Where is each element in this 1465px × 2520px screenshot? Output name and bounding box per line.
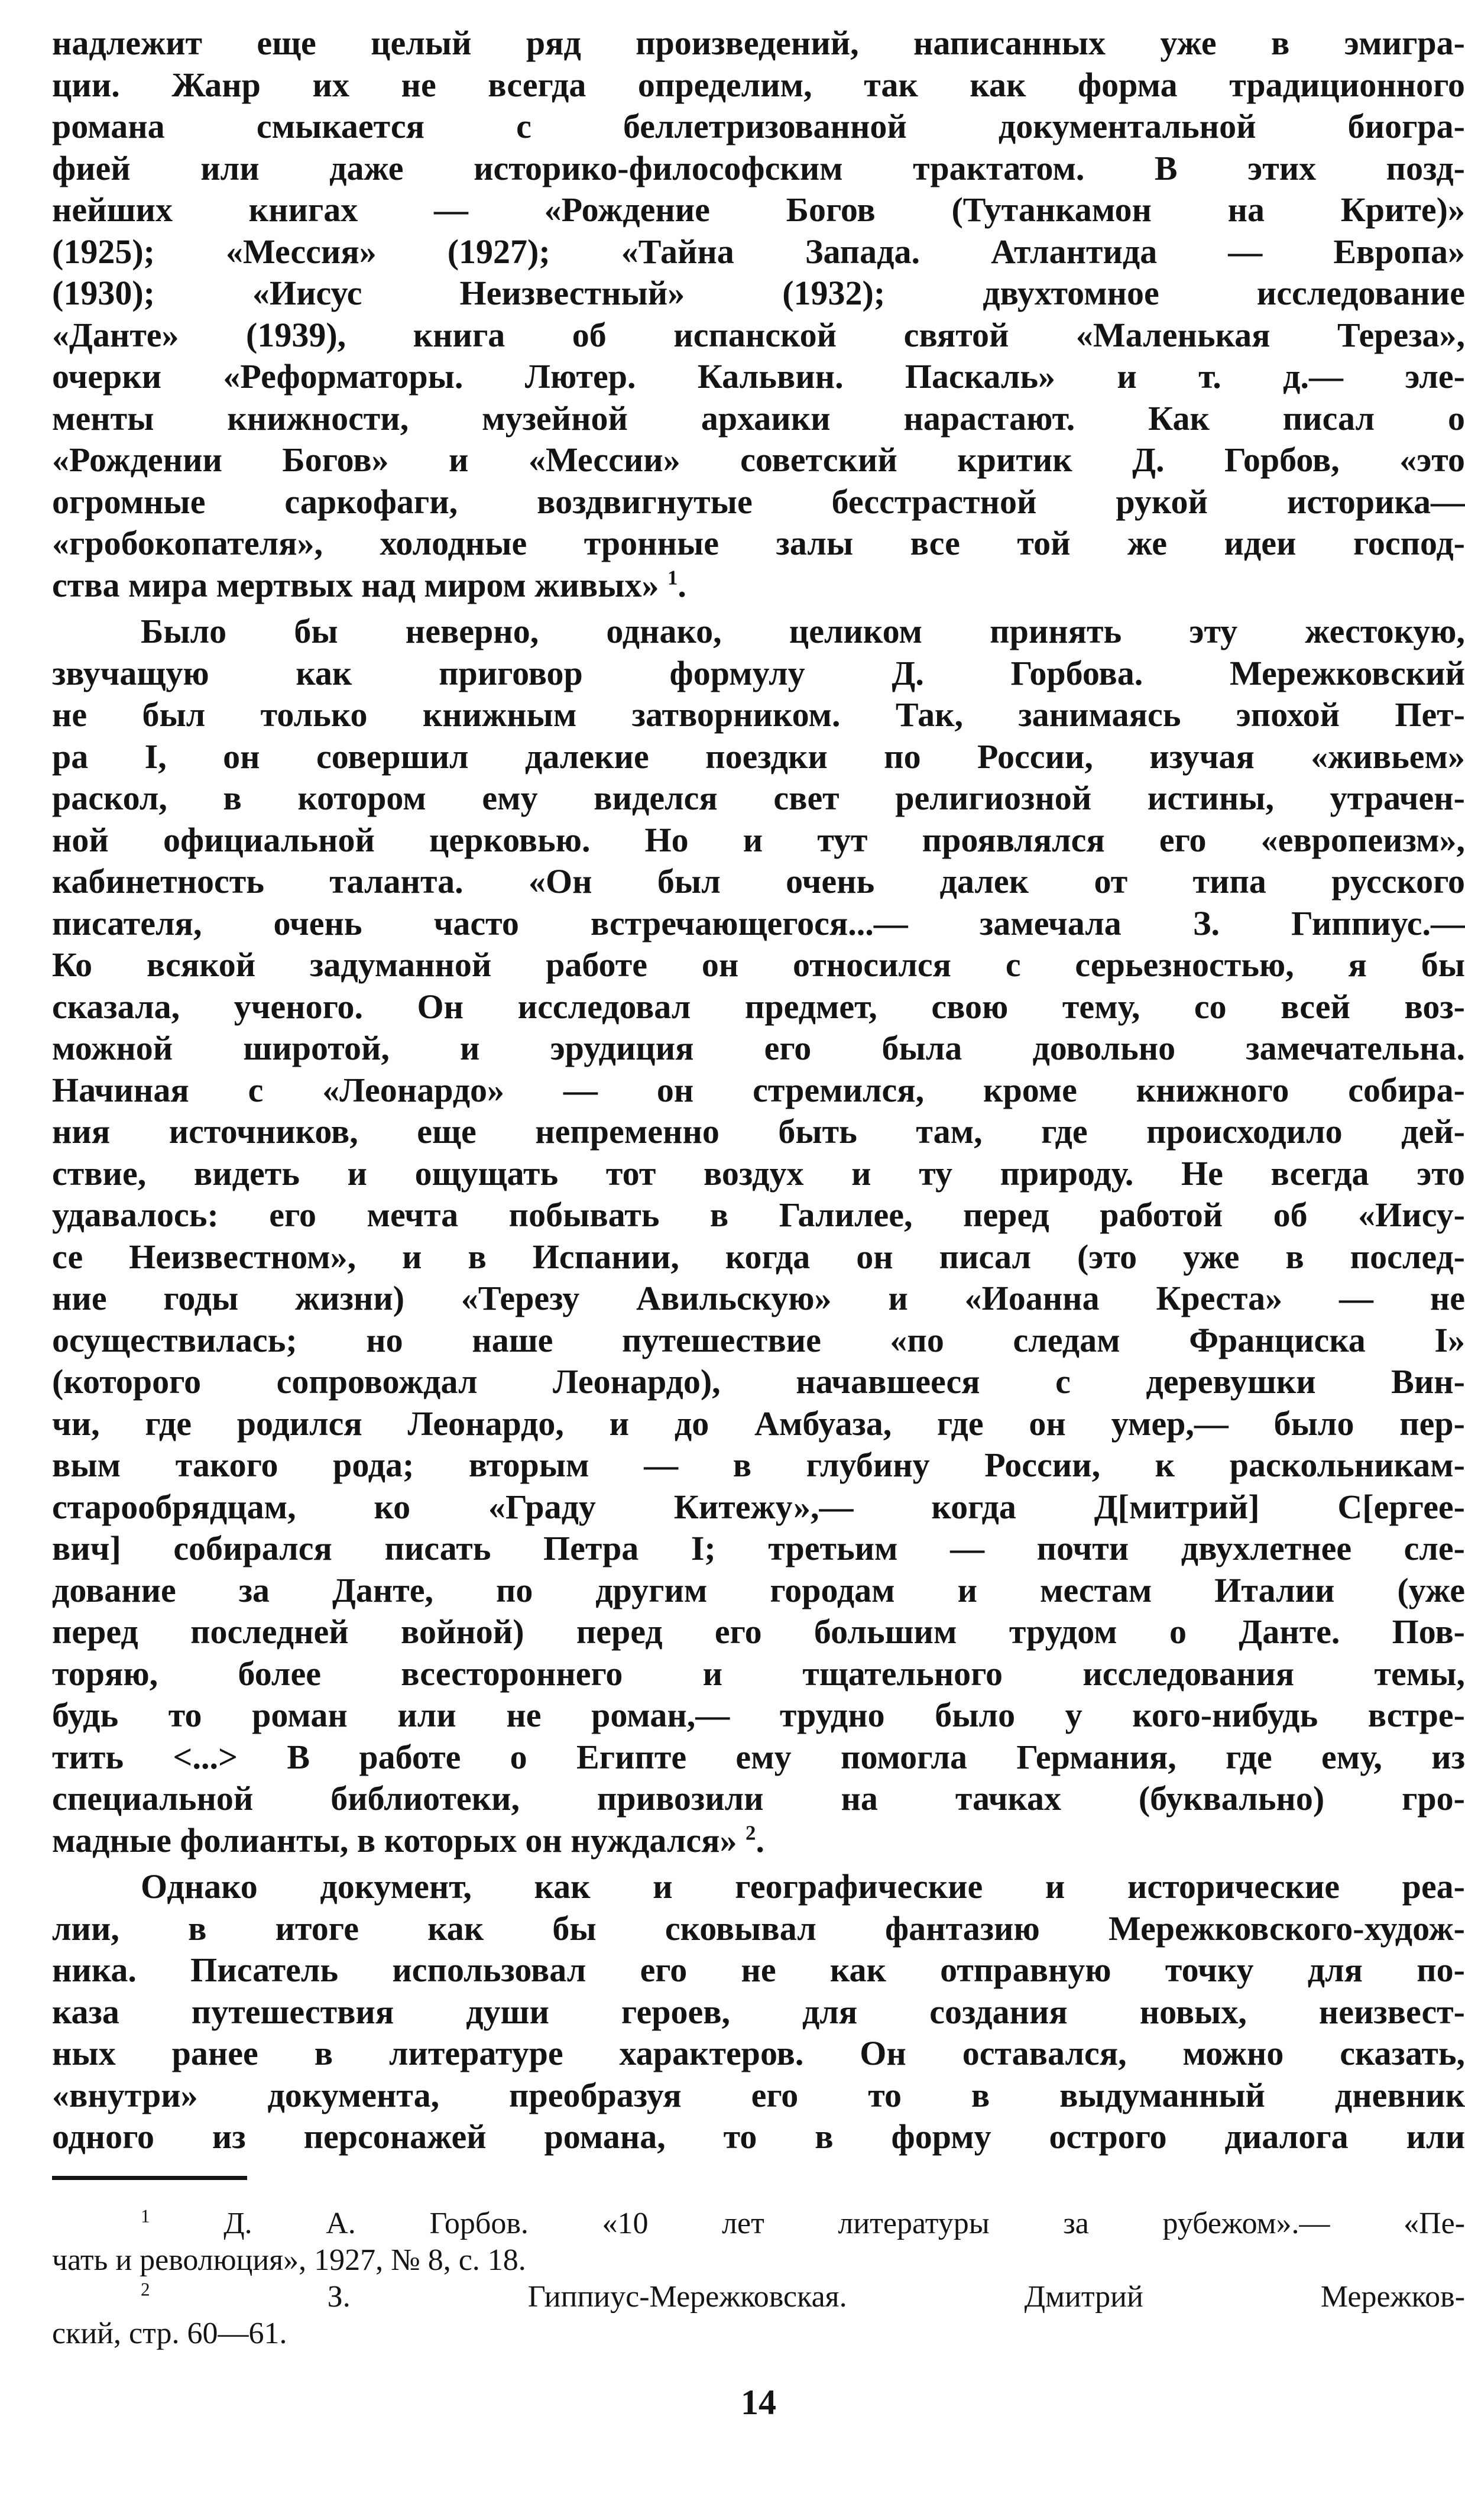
text-line-content: специальной библиотеки, привозили на тачках (буквально) гро-: [52, 1779, 1465, 1818]
text-line-content: одного из персонажей романа, то в форму острого диалога или: [52, 2117, 1465, 2156]
text-line: [52, 1528, 1465, 1570]
text-line-content: (1925); «Мессия» (1927); «Тайна Запада. Атлантида — Европа»: [52, 232, 1465, 271]
footnote-line: [52, 2279, 1465, 2315]
text-line: [52, 106, 1465, 148]
text-line-content: вич] собирался писать Петра I; третьим — почти двухлетнее сле-: [52, 1529, 1465, 1567]
text-line-content: очерки «Реформаторы. Лютер. Кальвин. Паскаль» и т. д.— эле-: [52, 357, 1465, 396]
text-line: [52, 944, 1465, 986]
text-line-content: романа смыкается с беллетризованной документальной биогра-: [52, 107, 1465, 145]
text-line-content: удавалось: его мечта побывать в Галилее, перед работой об «Иису-: [52, 1196, 1465, 1234]
text-line: [52, 1820, 1465, 1862]
text-line: [52, 1070, 1465, 1112]
text-line: [52, 2116, 1465, 2158]
text-line-content: перед последней войной) перед его большим трудом о Данте. Пов-: [52, 1612, 1465, 1651]
book-page: [52, 22, 1465, 2506]
text-line: [52, 315, 1465, 357]
text-line-content: Ко всякой задуманной работе он относился с серьезностью, я бы: [52, 945, 1465, 984]
text-line: [52, 736, 1465, 778]
text-line-content: не был только книжным затворником. Так, занимаясь эпохой Пет-: [52, 695, 1465, 734]
text-line: [52, 1908, 1465, 1950]
footnote-text: ский, стр. 60—61.: [52, 2316, 287, 2350]
text-line-content: ника. Писатель использовал его не как отправную точку для по-: [52, 1951, 1465, 1989]
text-line-content: старообрядцам, ко «Граду Китежу»,— когда Д[митрий] С[ергее-: [52, 1487, 1465, 1526]
text-line-content: дование за Данте, по другим городам и местам Италии (уже: [52, 1570, 1465, 1609]
footnote-text: З. Гиппиус-Мережковская. Дмитрий Мережков-: [327, 2279, 1465, 2314]
text-line: [52, 189, 1465, 231]
text-line-content: фией или даже историко-философским трактатом. В этих позд-: [52, 148, 1465, 187]
page-number: 14: [741, 2382, 776, 2422]
footnote-text: Д. А. Горбов. «10 лет литературы за рубежом».— «Пе-: [223, 2206, 1465, 2240]
text-line: [52, 1236, 1465, 1278]
text-line: [52, 1111, 1465, 1153]
text-line-content: ние годы жизни) «Терезу Авильскую» и «Иоанна Креста» — не: [52, 1279, 1465, 1317]
text-line-content: ния источников, еще непременно быть там, где происходило дей-: [52, 1112, 1465, 1151]
text-line-content: кабинетность таланта. «Он был очень далек от типа русского: [52, 862, 1465, 901]
punctuation: .: [756, 1821, 764, 1860]
text-line: [52, 1194, 1465, 1236]
text-line: [52, 1486, 1465, 1528]
text-line-content: писателя, очень часто встречающегося...— замечала З. Гиппиус.—: [52, 903, 1465, 942]
footnote-ref: 1: [667, 566, 678, 589]
text-line-content: тить <...> В работе о Египте ему помогла Германия, где ему, из: [52, 1737, 1465, 1776]
text-line-content: огромные саркофаги, воздвигнутые бесстрастной рукой историка—: [52, 482, 1465, 521]
footnote-text: чать и революция», 1927, № 8, с. 18.: [52, 2243, 526, 2277]
text-line: [52, 611, 1465, 653]
text-line: [52, 986, 1465, 1028]
text-line-content: звучащую как приговор формулу Д. Горбова. Мережковский: [52, 653, 1465, 692]
text-line: [52, 22, 1465, 64]
text-line: [52, 1403, 1465, 1445]
text-line-content: можной широтой, и эрудиция его была довольно замечательна.: [52, 1029, 1465, 1067]
text-line-content: ных ранее в литературе характеров. Он оставался, можно сказать,: [52, 2034, 1465, 2072]
footnote-ref: 2: [746, 1821, 756, 1845]
text-line: [52, 398, 1465, 440]
footnote-number: 2: [141, 2279, 150, 2300]
text-line-content: «гробокопателя», холодные тронные залы все той же идеи господ-: [52, 524, 1465, 562]
footnote-number: 1: [141, 2205, 150, 2227]
text-line: [52, 1278, 1465, 1320]
footnote-line: [52, 2205, 1465, 2242]
text-line-content: чи, где родился Леонардо, и до Амбуаза, где он умер,— было пер-: [52, 1404, 1465, 1443]
text-line: [52, 653, 1465, 695]
text-line: [52, 231, 1465, 273]
text-line: [52, 903, 1465, 945]
text-line-content: мадные фолианты, в которых он нуждался»: [52, 1821, 737, 1860]
text-line-content: ра I, он совершил далекие поездки по России, изучая «живьем»: [52, 737, 1465, 776]
text-line-content: се Неизвестном», и в Испании, когда он писал (это уже в послед-: [52, 1237, 1465, 1276]
text-line-content: раскол, в котором ему виделся свет религиозной истины, утрачен-: [52, 779, 1465, 817]
text-line: [52, 1570, 1465, 1612]
text-line: [52, 1653, 1465, 1695]
text-line-content: будь то роман или не роман,— трудно было у кого-нибудь встре-: [52, 1696, 1465, 1734]
text-line: [52, 1949, 1465, 1991]
text-line: [52, 481, 1465, 523]
text-line: [52, 1444, 1465, 1486]
text-line-content: «Данте» (1939), книга об испанской святой «Маленькая Тереза»,: [52, 315, 1465, 354]
text-line: [52, 1361, 1465, 1403]
footnote-line: [52, 2315, 1465, 2352]
text-line-content: ции. Жанр их не всегда определим, так как форма традиционного: [52, 65, 1465, 104]
footnote-separator: [52, 2176, 247, 2180]
punctuation: .: [678, 565, 686, 604]
text-line: [52, 1320, 1465, 1362]
text-line-content: ной официальной церковью. Но и тут проявлялся его «европеизм»,: [52, 820, 1465, 859]
text-line-content: каза путешествия души героев, для создания новых, неизвест-: [52, 1992, 1465, 2031]
text-line: [52, 694, 1465, 736]
text-line: [52, 565, 1465, 607]
text-line-content: осуществилась; но наше путешествие «по следам Франциска I»: [52, 1320, 1465, 1359]
text-line-content: торяю, более всестороннего и тщательного исследования темы,: [52, 1654, 1465, 1693]
text-line-content: «Рождении Богов» и «Мессии» советский критик Д. Горбов, «это: [52, 440, 1465, 479]
text-line-content: Начиная с «Леонардо» — он стремился, кроме книжного собира-: [52, 1070, 1465, 1109]
text-line: [52, 861, 1465, 903]
text-line: [52, 523, 1465, 565]
text-line-content: (которого сопровождал Леонардо), начавшееся с деревушки Вин-: [52, 1362, 1465, 1401]
text-line-content: вым такого рода; вторым — в глубину России, к раскольникам-: [52, 1446, 1465, 1484]
text-line-content: менты книжности, музейной архаики нарастают. Как писал о: [52, 399, 1465, 438]
text-line-content: Было бы неверно, однако, целиком принять эту жестокую,: [141, 612, 1465, 650]
text-line-content: сказала, ученого. Он исследовал предмет, свою тему, со всей воз-: [52, 987, 1465, 1026]
footnote-line: [52, 2242, 1465, 2279]
text-line: [52, 2075, 1465, 2117]
text-line: [52, 1028, 1465, 1070]
text-line: [52, 1866, 1465, 1908]
text-line-content: лии, в итоге как бы сковывал фантазию Мережковского-худож-: [52, 1909, 1465, 1948]
text-line-content: ствие, видеть и ощущать тот воздух и ту природу. Не всегда это: [52, 1154, 1465, 1193]
text-line-content: Однако документ, как и географические и исторические реа-: [141, 1867, 1465, 1906]
text-line-content: (1930); «Иисус Неизвестный» (1932); двухтомное исследование: [52, 274, 1465, 312]
text-line: [52, 148, 1465, 190]
text-line: [52, 2033, 1465, 2075]
text-line: [52, 439, 1465, 481]
text-line-content: надлежит еще целый ряд произведений, написанных уже в эмигра-: [52, 24, 1465, 62]
text-line: [52, 1778, 1465, 1820]
text-line-content: «внутри» документа, преобразуя его то в выдуманный дневник: [52, 2075, 1465, 2114]
text-line: [52, 1737, 1465, 1779]
text-line: [52, 820, 1465, 861]
text-line: [52, 1153, 1465, 1195]
text-line: [52, 1695, 1465, 1737]
text-line: [52, 64, 1465, 106]
text-line: [52, 1991, 1465, 2033]
text-line-content: ства мира мертвых над миром живых»: [52, 565, 659, 604]
text-line: [52, 273, 1465, 315]
text-line: [52, 1611, 1465, 1653]
text-line: [52, 356, 1465, 398]
text-line: [52, 778, 1465, 820]
text-line-content: нейших книгах — «Рождение Богов (Тутанкамон на Крите)»: [52, 190, 1465, 229]
